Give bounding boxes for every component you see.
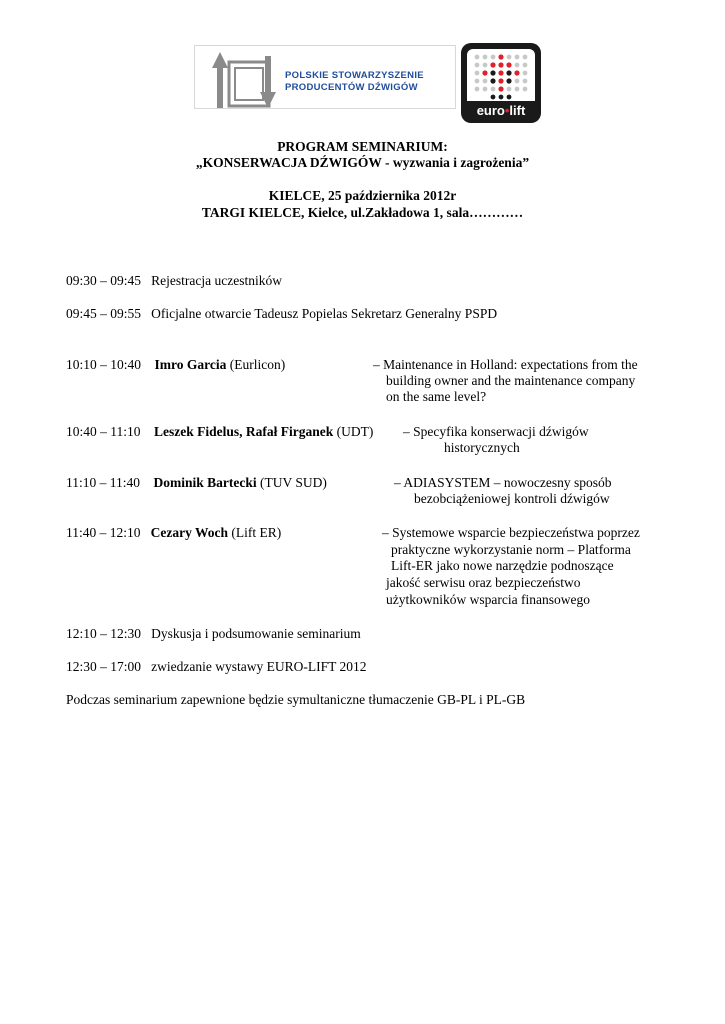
time-range: 12:10 – 12:30 xyxy=(66,626,142,641)
schedule-item xyxy=(66,475,327,491)
pspd-logo-line1: POLSKIE STOWARZYSZENIE xyxy=(285,70,424,81)
date-line: KIELCE, 25 października 2012r xyxy=(268,188,457,203)
talk-description: historycznych xyxy=(444,440,520,455)
item-text: Dyskusja i podsumowanie seminarium xyxy=(151,626,361,641)
page-title: PROGRAM SEMINARIUM: xyxy=(277,139,448,154)
time-range: 09:45 – 09:55 xyxy=(66,306,142,321)
item-text: Rejestracja uczestników xyxy=(151,273,282,288)
talk-description: praktyczne wykorzystanie norm – Platforma xyxy=(391,542,631,557)
talk-description: jakość serwisu oraz bezpieczeństwo xyxy=(386,575,581,590)
schedule-item xyxy=(66,424,373,440)
speaker-name: Imro Garcia xyxy=(154,357,227,372)
time-range: 11:10 – 11:40 xyxy=(66,475,140,490)
speaker-name: Cezary Woch xyxy=(150,525,229,540)
schedule-item xyxy=(66,626,361,642)
schedule-item xyxy=(66,306,497,322)
talk-description: on the same level? xyxy=(386,389,487,404)
seminar-subtitle: „KONSERWACJA DŹWIGÓW - wyzwania i zagrożenia” xyxy=(195,155,530,170)
translation-note: Podczas seminarium zapewnione będzie symultaniczne tłumaczenie GB-PL i PL-GB xyxy=(66,692,526,707)
talk-description: building owner and the maintenance company xyxy=(386,373,636,388)
schedule-item xyxy=(66,357,285,373)
schedule-item xyxy=(66,273,282,289)
talk-description: użytkowników wsparcia finansowego xyxy=(386,592,590,607)
speaker-org: (TUV SUD) xyxy=(256,475,327,490)
pspd-logo-line2: PRODUCENTÓW DŹWIGÓW xyxy=(285,82,418,93)
schedule-item xyxy=(66,659,366,675)
venue-line: TARGI KIELCE, Kielce, ul.Zakładowa 1, sala………… xyxy=(201,205,524,220)
talk-description: bezobciążeniowej kontroli dźwigów xyxy=(414,491,610,506)
item-text: zwiedzanie wystawy EURO-LIFT 2012 xyxy=(151,659,367,674)
talk-description: Lift-ER jako nowe narzędzie podnoszące xyxy=(391,558,614,573)
time-range: 09:30 – 09:45 xyxy=(66,273,142,288)
talk-description: – Specyfika konserwacji dźwigów xyxy=(403,424,589,439)
speaker-org: (UDT) xyxy=(333,424,374,439)
pspd-logo xyxy=(194,45,456,109)
eurolift-logo xyxy=(461,43,541,123)
talk-description: – Maintenance in Holland: expectations from the xyxy=(373,357,638,372)
talk-description: – ADIASYSTEM – nowoczesny sposób xyxy=(394,475,612,490)
dot-matrix-icon xyxy=(467,49,535,101)
elevator-arrows-icon xyxy=(203,48,283,110)
speaker-org: (Eurlicon) xyxy=(226,357,286,372)
time-range: 10:10 – 10:40 xyxy=(66,357,142,372)
eurolift-wordmark: euro•lift xyxy=(476,103,526,118)
speaker-name: Dominik Bartecki xyxy=(153,475,257,490)
speaker-org: (Lift ER) xyxy=(228,525,282,540)
item-text: Oficjalne otwarcie Tadeusz Popielas Sekretarz Generalny PSPD xyxy=(151,306,498,321)
time-range: 12:30 – 17:00 xyxy=(66,659,142,674)
speaker-name: Leszek Fidelus, Rafał Firganek xyxy=(154,424,334,439)
schedule-item xyxy=(66,525,281,541)
time-range: 10:40 – 11:10 xyxy=(66,424,141,439)
time-range: 11:40 – 12:10 xyxy=(66,525,141,540)
talk-description: – Systemowe wsparcie bezpieczeństwa poprzez xyxy=(382,525,640,540)
